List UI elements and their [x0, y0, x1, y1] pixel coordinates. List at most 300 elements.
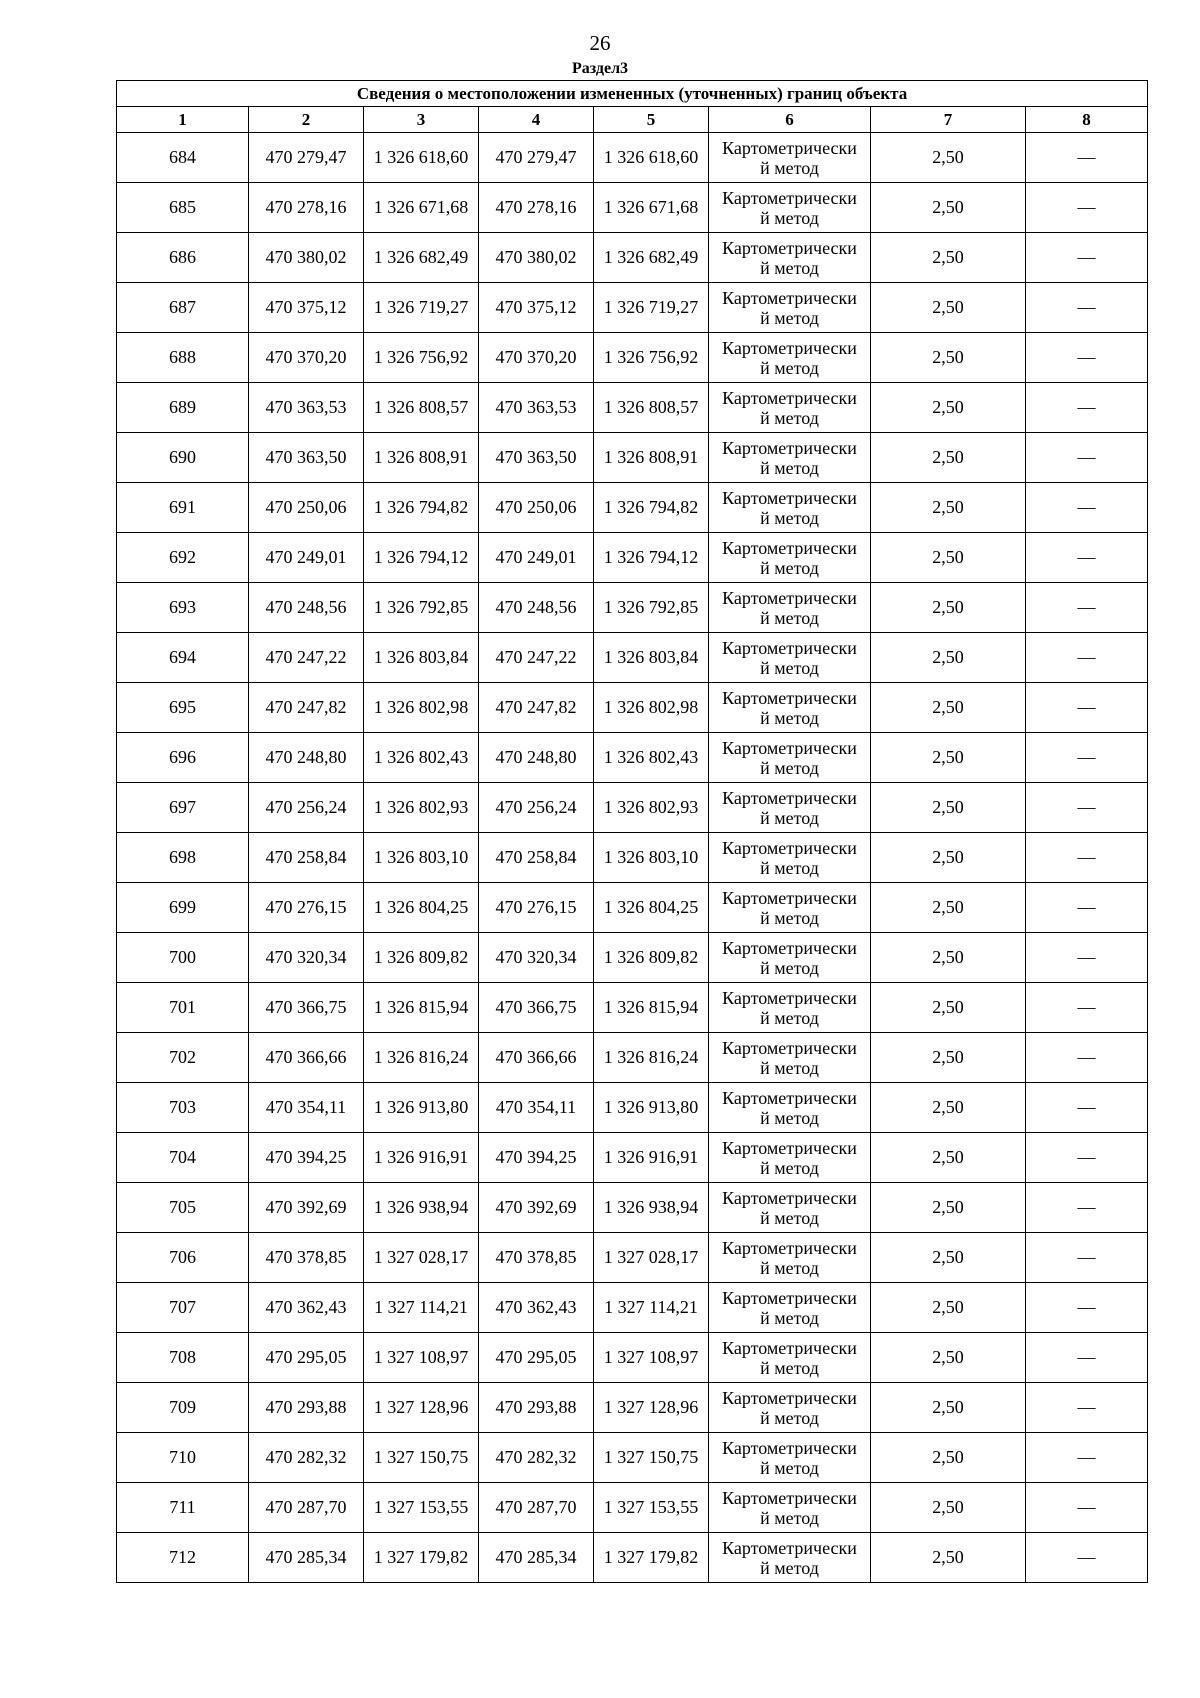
precision-cell: 2,50 [871, 633, 1026, 683]
precision-cell: 2,50 [871, 583, 1026, 633]
method-text-line2: й метод [760, 1507, 819, 1528]
point-number-cell: 695 [117, 683, 249, 733]
method-text-line2: й метод [760, 1457, 819, 1478]
empty-value-cell: — [1026, 533, 1148, 583]
y-coordinate-cell: 1 326 808,57 [594, 383, 709, 433]
y-coordinate-cell: 1 326 808,57 [364, 383, 479, 433]
x-coordinate-cell: 470 295,05 [479, 1333, 594, 1383]
method-cell [709, 883, 871, 933]
method-text-line1: Картометрически [722, 1437, 857, 1458]
x-coordinate-cell: 470 363,50 [479, 433, 594, 483]
x-coordinate-cell: 470 276,15 [249, 883, 364, 933]
empty-value-cell: — [1026, 783, 1148, 833]
precision-cell: 2,50 [871, 133, 1026, 183]
y-coordinate-cell: 1 326 792,85 [364, 583, 479, 633]
point-number-cell: 689 [117, 383, 249, 433]
column-number: 5 [594, 107, 709, 133]
x-coordinate-cell: 470 250,06 [249, 483, 364, 533]
x-coordinate-cell: 470 248,80 [249, 733, 364, 783]
table-row [117, 933, 1148, 983]
method-text-line2: й метод [760, 1557, 819, 1578]
x-coordinate-cell: 470 258,84 [479, 833, 594, 883]
x-coordinate-cell: 470 392,69 [249, 1183, 364, 1233]
method-text-line1: Картометрически [722, 437, 857, 458]
method-cell [709, 1533, 871, 1583]
y-coordinate-cell: 1 326 792,85 [594, 583, 709, 633]
precision-cell: 2,50 [871, 783, 1026, 833]
empty-value-cell: — [1026, 283, 1148, 333]
y-coordinate-cell: 1 327 108,97 [364, 1333, 479, 1383]
y-coordinate-cell: 1 326 808,91 [594, 433, 709, 483]
point-number-cell: 692 [117, 533, 249, 583]
x-coordinate-cell: 470 287,70 [479, 1483, 594, 1533]
method-text-line1: Картометрически [722, 387, 857, 408]
method-text-line1: Картометрически [722, 637, 857, 658]
y-coordinate-cell: 1 326 938,94 [594, 1183, 709, 1233]
point-number-cell: 693 [117, 583, 249, 633]
x-coordinate-cell: 470 363,53 [479, 383, 594, 433]
method-text-line2: й метод [760, 1407, 819, 1428]
table-row [117, 283, 1148, 333]
precision-cell: 2,50 [871, 1233, 1026, 1283]
method-text-line1: Картометрически [722, 787, 857, 808]
method-text-line1: Картометрически [722, 1337, 857, 1358]
method-text-line2: й метод [760, 807, 819, 828]
precision-cell: 2,50 [871, 883, 1026, 933]
table-row [117, 883, 1148, 933]
point-number-cell: 705 [117, 1183, 249, 1233]
point-number-cell: 704 [117, 1133, 249, 1183]
method-cell [709, 833, 871, 883]
x-coordinate-cell: 470 282,32 [479, 1433, 594, 1483]
x-coordinate-cell: 470 285,34 [479, 1533, 594, 1583]
x-coordinate-cell: 470 394,25 [249, 1133, 364, 1183]
method-cell [709, 383, 871, 433]
table-row [117, 1433, 1148, 1483]
x-coordinate-cell: 470 247,22 [249, 633, 364, 683]
precision-cell: 2,50 [871, 233, 1026, 283]
x-coordinate-cell: 470 278,16 [249, 183, 364, 233]
x-coordinate-cell: 470 363,53 [249, 383, 364, 433]
method-text-line1: Картометрически [722, 337, 857, 358]
point-number-cell: 706 [117, 1233, 249, 1283]
empty-value-cell: — [1026, 983, 1148, 1033]
x-coordinate-cell: 470 375,12 [479, 283, 594, 333]
y-coordinate-cell: 1 327 028,17 [594, 1233, 709, 1283]
method-text-line2: й метод [760, 1257, 819, 1278]
precision-cell: 2,50 [871, 983, 1026, 1033]
empty-value-cell: — [1026, 1383, 1148, 1433]
y-coordinate-cell: 1 326 916,91 [594, 1133, 709, 1183]
y-coordinate-cell: 1 326 671,68 [594, 183, 709, 233]
y-coordinate-cell: 1 326 794,82 [594, 483, 709, 533]
precision-cell: 2,50 [871, 1083, 1026, 1133]
method-text-line1: Картометрически [722, 1487, 857, 1508]
method-cell [709, 1133, 871, 1183]
x-coordinate-cell: 470 293,88 [249, 1383, 364, 1433]
point-number-cell: 694 [117, 633, 249, 683]
point-number-cell: 686 [117, 233, 249, 283]
y-coordinate-cell: 1 326 913,80 [594, 1083, 709, 1133]
method-text-line2: й метод [760, 957, 819, 978]
x-coordinate-cell: 470 378,85 [249, 1233, 364, 1283]
precision-cell: 2,50 [871, 1033, 1026, 1083]
method-text-line1: Картометрически [722, 837, 857, 858]
method-cell [709, 1233, 871, 1283]
method-text-line2: й метод [760, 257, 819, 278]
method-text-line1: Картометрически [722, 1187, 857, 1208]
point-number-cell: 696 [117, 733, 249, 783]
table-row [117, 1483, 1148, 1533]
empty-value-cell: — [1026, 483, 1148, 533]
x-coordinate-cell: 470 354,11 [479, 1083, 594, 1133]
x-coordinate-cell: 470 375,12 [249, 283, 364, 333]
table-row [117, 133, 1148, 183]
precision-cell: 2,50 [871, 383, 1026, 433]
x-coordinate-cell: 470 247,82 [479, 683, 594, 733]
y-coordinate-cell: 1 326 794,12 [364, 533, 479, 583]
point-number-cell: 697 [117, 783, 249, 833]
table-row [117, 1383, 1148, 1433]
method-cell [709, 1183, 871, 1233]
method-cell [709, 683, 871, 733]
y-coordinate-cell: 1 326 618,60 [594, 133, 709, 183]
x-coordinate-cell: 470 248,56 [249, 583, 364, 633]
y-coordinate-cell: 1 327 028,17 [364, 1233, 479, 1283]
empty-value-cell: — [1026, 1183, 1148, 1233]
x-coordinate-cell: 470 282,32 [249, 1433, 364, 1483]
table-caption: Сведения о местоположении измененных (уточненных) границ объекта [117, 81, 1148, 107]
method-text-line1: Картометрически [722, 487, 857, 508]
empty-value-cell: — [1026, 633, 1148, 683]
column-number: 8 [1026, 107, 1148, 133]
empty-value-cell: — [1026, 233, 1148, 283]
table-row [117, 683, 1148, 733]
method-text-line2: й метод [760, 207, 819, 228]
precision-cell: 2,50 [871, 1483, 1026, 1533]
page-number: 26 [589, 31, 611, 55]
method-cell [709, 933, 871, 983]
y-coordinate-cell: 1 327 114,21 [364, 1283, 479, 1333]
method-cell [709, 1283, 871, 1333]
table-row [117, 833, 1148, 883]
method-text-line1: Картометрически [722, 1087, 857, 1108]
x-coordinate-cell: 470 256,24 [249, 783, 364, 833]
empty-value-cell: — [1026, 1333, 1148, 1383]
x-coordinate-cell: 470 366,66 [479, 1033, 594, 1083]
method-text-line1: Картометрически [722, 287, 857, 308]
table-row [117, 1033, 1148, 1083]
y-coordinate-cell: 1 326 802,43 [594, 733, 709, 783]
precision-cell: 2,50 [871, 483, 1026, 533]
method-text-line1: Картометрически [722, 1137, 857, 1158]
x-coordinate-cell: 470 258,84 [249, 833, 364, 883]
x-coordinate-cell: 470 278,16 [479, 183, 594, 233]
method-text-line1: Картометрически [722, 737, 857, 758]
x-coordinate-cell: 470 354,11 [249, 1083, 364, 1133]
x-coordinate-cell: 470 285,34 [249, 1533, 364, 1583]
column-number: 4 [479, 107, 594, 133]
x-coordinate-cell: 470 370,20 [479, 333, 594, 383]
method-text-line2: й метод [760, 1057, 819, 1078]
x-coordinate-cell: 470 370,20 [249, 333, 364, 383]
method-text-line2: й метод [760, 307, 819, 328]
x-coordinate-cell: 470 256,24 [479, 783, 594, 833]
point-number-cell: 688 [117, 333, 249, 383]
y-coordinate-cell: 1 327 179,82 [594, 1533, 709, 1583]
x-coordinate-cell: 470 380,02 [479, 233, 594, 283]
empty-value-cell: — [1026, 1533, 1148, 1583]
precision-cell: 2,50 [871, 183, 1026, 233]
method-cell [709, 633, 871, 683]
y-coordinate-cell: 1 326 803,10 [364, 833, 479, 883]
point-number-cell: 691 [117, 483, 249, 533]
empty-value-cell: — [1026, 883, 1148, 933]
x-coordinate-cell: 470 394,25 [479, 1133, 594, 1183]
point-number-cell: 698 [117, 833, 249, 883]
x-coordinate-cell: 470 247,22 [479, 633, 594, 683]
x-coordinate-cell: 470 363,50 [249, 433, 364, 483]
y-coordinate-cell: 1 326 808,91 [364, 433, 479, 483]
y-coordinate-cell: 1 327 150,75 [594, 1433, 709, 1483]
column-number-row [117, 107, 1148, 133]
method-text-line2: й метод [760, 1207, 819, 1228]
point-number-cell: 709 [117, 1383, 249, 1433]
point-number-cell: 703 [117, 1083, 249, 1133]
x-coordinate-cell: 470 287,70 [249, 1483, 364, 1533]
y-coordinate-cell: 1 326 916,91 [364, 1133, 479, 1183]
x-coordinate-cell: 470 247,82 [249, 683, 364, 733]
y-coordinate-cell: 1 326 804,25 [364, 883, 479, 933]
table-row [117, 633, 1148, 683]
y-coordinate-cell: 1 326 719,27 [594, 283, 709, 333]
method-cell [709, 583, 871, 633]
table-row [117, 233, 1148, 283]
method-cell [709, 233, 871, 283]
y-coordinate-cell: 1 326 803,10 [594, 833, 709, 883]
point-number-cell: 708 [117, 1333, 249, 1383]
empty-value-cell: — [1026, 1283, 1148, 1333]
method-text-line1: Картометрически [722, 937, 857, 958]
method-text-line2: й метод [760, 757, 819, 778]
point-number-cell: 684 [117, 133, 249, 183]
empty-value-cell: — [1026, 733, 1148, 783]
empty-value-cell: — [1026, 133, 1148, 183]
y-coordinate-cell: 1 326 802,43 [364, 733, 479, 783]
method-text-line1: Картометрически [722, 1237, 857, 1258]
table-row [117, 183, 1148, 233]
method-text-line2: й метод [760, 907, 819, 928]
boundary-coordinates-table [116, 80, 1148, 1583]
table-row [117, 983, 1148, 1033]
empty-value-cell: — [1026, 1233, 1148, 1283]
x-coordinate-cell: 470 380,02 [249, 233, 364, 283]
table-row [117, 783, 1148, 833]
table-row [117, 1083, 1148, 1133]
x-coordinate-cell: 470 249,01 [249, 533, 364, 583]
precision-cell: 2,50 [871, 1383, 1026, 1433]
y-coordinate-cell: 1 326 794,82 [364, 483, 479, 533]
y-coordinate-cell: 1 326 938,94 [364, 1183, 479, 1233]
method-text-line2: й метод [760, 1107, 819, 1128]
empty-value-cell: — [1026, 333, 1148, 383]
method-cell [709, 333, 871, 383]
precision-cell: 2,50 [871, 1433, 1026, 1483]
y-coordinate-cell: 1 327 128,96 [364, 1383, 479, 1433]
x-coordinate-cell: 470 276,15 [479, 883, 594, 933]
method-text-line2: й метод [760, 707, 819, 728]
method-text-line2: й метод [760, 157, 819, 178]
column-number: 1 [117, 107, 249, 133]
y-coordinate-cell: 1 326 756,92 [594, 333, 709, 383]
point-number-cell: 707 [117, 1283, 249, 1333]
method-text-line1: Картометрически [722, 1287, 857, 1308]
method-text-line2: й метод [760, 607, 819, 628]
y-coordinate-cell: 1 326 803,84 [364, 633, 479, 683]
precision-cell: 2,50 [871, 333, 1026, 383]
table-row [117, 1183, 1148, 1233]
y-coordinate-cell: 1 326 809,82 [364, 933, 479, 983]
point-number-cell: 710 [117, 1433, 249, 1483]
method-text-line1: Картометрически [722, 187, 857, 208]
y-coordinate-cell: 1 326 913,80 [364, 1083, 479, 1133]
point-number-cell: 700 [117, 933, 249, 983]
empty-value-cell: — [1026, 433, 1148, 483]
method-text-line1: Картометрически [722, 887, 857, 908]
y-coordinate-cell: 1 326 809,82 [594, 933, 709, 983]
precision-cell: 2,50 [871, 283, 1026, 333]
empty-value-cell: — [1026, 833, 1148, 883]
method-text-line1: Картометрически [722, 687, 857, 708]
method-text-line2: й метод [760, 657, 819, 678]
method-cell [709, 1333, 871, 1383]
method-text-line2: й метод [760, 357, 819, 378]
x-coordinate-cell: 470 362,43 [479, 1283, 594, 1333]
table-row [117, 1233, 1148, 1283]
method-cell [709, 283, 871, 333]
x-coordinate-cell: 470 378,85 [479, 1233, 594, 1283]
precision-cell: 2,50 [871, 683, 1026, 733]
point-number-cell: 711 [117, 1483, 249, 1533]
y-coordinate-cell: 1 326 816,24 [364, 1033, 479, 1083]
empty-value-cell: — [1026, 383, 1148, 433]
y-coordinate-cell: 1 326 802,93 [594, 783, 709, 833]
method-cell [709, 1483, 871, 1533]
precision-cell: 2,50 [871, 533, 1026, 583]
y-coordinate-cell: 1 326 802,98 [364, 683, 479, 733]
empty-value-cell: — [1026, 1133, 1148, 1183]
empty-value-cell: — [1026, 933, 1148, 983]
x-coordinate-cell: 470 279,47 [479, 133, 594, 183]
y-coordinate-cell: 1 326 815,94 [594, 983, 709, 1033]
y-coordinate-cell: 1 326 671,68 [364, 183, 479, 233]
y-coordinate-cell: 1 326 682,49 [364, 233, 479, 283]
column-number: 2 [249, 107, 364, 133]
empty-value-cell: — [1026, 583, 1148, 633]
method-text-line2: й метод [760, 1357, 819, 1378]
empty-value-cell: — [1026, 1033, 1148, 1083]
table-row [117, 1533, 1148, 1583]
table-row [117, 1133, 1148, 1183]
table-row [117, 583, 1148, 633]
x-coordinate-cell: 470 248,56 [479, 583, 594, 633]
x-coordinate-cell: 470 366,66 [249, 1033, 364, 1083]
method-text-line1: Картометрически [722, 237, 857, 258]
precision-cell: 2,50 [871, 733, 1026, 783]
x-coordinate-cell: 470 320,34 [479, 933, 594, 983]
x-coordinate-cell: 470 248,80 [479, 733, 594, 783]
table-row [117, 333, 1148, 383]
point-number-cell: 699 [117, 883, 249, 933]
column-number: 3 [364, 107, 479, 133]
method-cell [709, 733, 871, 783]
table-row [117, 483, 1148, 533]
y-coordinate-cell: 1 326 618,60 [364, 133, 479, 183]
table-row [117, 733, 1148, 783]
y-coordinate-cell: 1 326 802,93 [364, 783, 479, 833]
method-text-line2: й метод [760, 1307, 819, 1328]
x-coordinate-cell: 470 366,75 [249, 983, 364, 1033]
method-text-line2: й метод [760, 407, 819, 428]
precision-cell: 2,50 [871, 1183, 1026, 1233]
method-text-line1: Картометрически [722, 587, 857, 608]
method-text-line2: й метод [760, 857, 819, 878]
y-coordinate-cell: 1 326 815,94 [364, 983, 479, 1033]
x-coordinate-cell: 470 320,34 [249, 933, 364, 983]
point-number-cell: 701 [117, 983, 249, 1033]
x-coordinate-cell: 470 366,75 [479, 983, 594, 1033]
point-number-cell: 685 [117, 183, 249, 233]
precision-cell: 2,50 [871, 933, 1026, 983]
point-number-cell: 702 [117, 1033, 249, 1083]
precision-cell: 2,50 [871, 833, 1026, 883]
y-coordinate-cell: 1 326 682,49 [594, 233, 709, 283]
y-coordinate-cell: 1 326 719,27 [364, 283, 479, 333]
y-coordinate-cell: 1 327 150,75 [364, 1433, 479, 1483]
precision-cell: 2,50 [871, 1333, 1026, 1383]
method-text-line1: Картометрически [722, 137, 857, 158]
point-number-cell: 687 [117, 283, 249, 333]
method-cell [709, 783, 871, 833]
method-cell [709, 1383, 871, 1433]
method-text-line1: Картометрически [722, 1387, 857, 1408]
precision-cell: 2,50 [871, 1533, 1026, 1583]
method-text-line1: Картометрически [722, 1037, 857, 1058]
method-text-line1: Картометрически [722, 537, 857, 558]
y-coordinate-cell: 1 327 153,55 [364, 1483, 479, 1533]
x-coordinate-cell: 470 250,06 [479, 483, 594, 533]
method-text-line1: Картометрически [722, 1537, 857, 1558]
x-coordinate-cell: 470 279,47 [249, 133, 364, 183]
empty-value-cell: — [1026, 183, 1148, 233]
x-coordinate-cell: 470 249,01 [479, 533, 594, 583]
point-number-cell: 690 [117, 433, 249, 483]
column-number: 6 [709, 107, 871, 133]
method-cell [709, 433, 871, 483]
empty-value-cell: — [1026, 1083, 1148, 1133]
y-coordinate-cell: 1 326 794,12 [594, 533, 709, 583]
y-coordinate-cell: 1 326 802,98 [594, 683, 709, 733]
point-number-cell: 712 [117, 1533, 249, 1583]
method-text-line2: й метод [760, 557, 819, 578]
method-text-line2: й метод [760, 507, 819, 528]
y-coordinate-cell: 1 326 756,92 [364, 333, 479, 383]
empty-value-cell: — [1026, 1433, 1148, 1483]
precision-cell: 2,50 [871, 1133, 1026, 1183]
precision-cell: 2,50 [871, 433, 1026, 483]
method-text-line2: й метод [760, 457, 819, 478]
y-coordinate-cell: 1 327 108,97 [594, 1333, 709, 1383]
